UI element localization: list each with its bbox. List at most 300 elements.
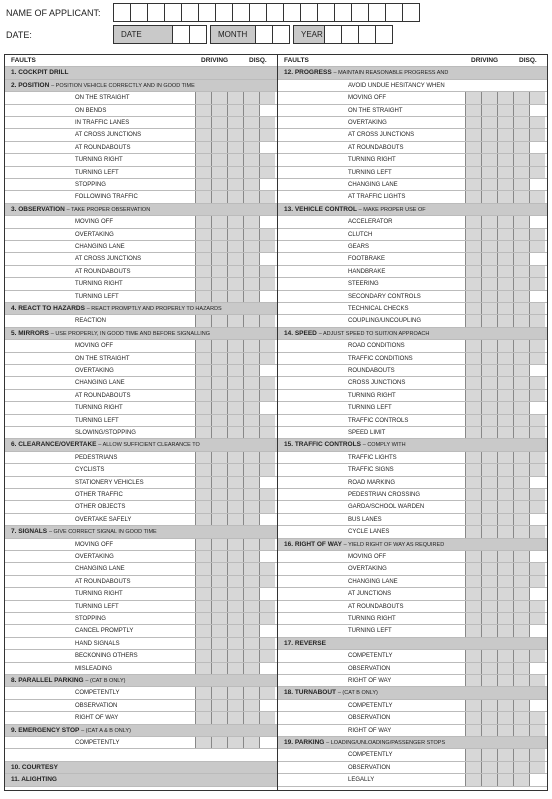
driving-tick-cell[interactable]: [227, 489, 243, 500]
driving-tick-cell[interactable]: [465, 117, 481, 128]
driving-tick-cell[interactable]: [211, 241, 227, 252]
driving-tick-cell[interactable]: [481, 700, 497, 711]
driving-tick-cell[interactable]: [211, 625, 227, 636]
driving-tick-cell[interactable]: [195, 105, 211, 116]
driving-tick-cell[interactable]: [481, 526, 497, 537]
name-box[interactable]: [351, 3, 369, 22]
driving-tick-cell[interactable]: [497, 588, 513, 599]
driving-tick-cell[interactable]: [195, 129, 211, 140]
disq-tick-cell[interactable]: [259, 489, 275, 500]
year-box[interactable]: [375, 25, 393, 44]
fault-tick-cells[interactable]: [465, 229, 545, 240]
fault-tick-cells[interactable]: [465, 427, 545, 438]
driving-tick-cell[interactable]: [513, 179, 529, 190]
fault-tick-cells[interactable]: [195, 253, 275, 264]
driving-tick-cell[interactable]: [465, 266, 481, 277]
disq-tick-cell[interactable]: [529, 749, 545, 760]
driving-tick-cell[interactable]: [465, 154, 481, 165]
fault-tick-cells[interactable]: [195, 291, 275, 302]
driving-tick-cell[interactable]: [513, 154, 529, 165]
driving-tick-cell[interactable]: [513, 340, 529, 351]
disq-tick-cell[interactable]: [259, 278, 275, 289]
driving-tick-cell[interactable]: [211, 253, 227, 264]
driving-tick-cell[interactable]: [465, 291, 481, 302]
driving-tick-cell[interactable]: [481, 191, 497, 202]
driving-tick-cell[interactable]: [243, 737, 259, 748]
disq-tick-cell[interactable]: [529, 464, 545, 475]
driving-tick-cell[interactable]: [211, 415, 227, 426]
fault-tick-cells[interactable]: [195, 154, 275, 165]
driving-tick-cell[interactable]: [243, 340, 259, 351]
driving-tick-cell[interactable]: [243, 663, 259, 674]
driving-tick-cell[interactable]: [227, 415, 243, 426]
driving-tick-cell[interactable]: [465, 452, 481, 463]
driving-tick-cell[interactable]: [513, 625, 529, 636]
driving-tick-cell[interactable]: [227, 340, 243, 351]
driving-tick-cell[interactable]: [465, 712, 481, 723]
driving-tick-cell[interactable]: [481, 142, 497, 153]
driving-tick-cell[interactable]: [227, 229, 243, 240]
driving-tick-cell[interactable]: [195, 377, 211, 388]
driving-tick-cell[interactable]: [243, 700, 259, 711]
fault-tick-cells[interactable]: [195, 477, 275, 488]
name-box[interactable]: [215, 3, 233, 22]
driving-tick-cell[interactable]: [481, 117, 497, 128]
driving-tick-cell[interactable]: [243, 142, 259, 153]
driving-tick-cell[interactable]: [195, 278, 211, 289]
driving-tick-cell[interactable]: [211, 167, 227, 178]
disq-tick-cell[interactable]: [259, 464, 275, 475]
disq-tick-cell[interactable]: [259, 241, 275, 252]
disq-tick-cell[interactable]: [259, 477, 275, 488]
driving-tick-cell[interactable]: [243, 514, 259, 525]
driving-tick-cell[interactable]: [497, 291, 513, 302]
disq-tick-cell[interactable]: [529, 402, 545, 413]
fault-tick-cells[interactable]: [195, 377, 275, 388]
driving-tick-cell[interactable]: [481, 762, 497, 773]
driving-tick-cell[interactable]: [497, 365, 513, 376]
driving-tick-cell[interactable]: [243, 464, 259, 475]
driving-tick-cell[interactable]: [481, 241, 497, 252]
driving-tick-cell[interactable]: [227, 625, 243, 636]
driving-tick-cell[interactable]: [211, 278, 227, 289]
driving-tick-cell[interactable]: [465, 613, 481, 624]
driving-tick-cell[interactable]: [211, 601, 227, 612]
fault-tick-cells[interactable]: [465, 774, 545, 785]
driving-tick-cell[interactable]: [481, 464, 497, 475]
disq-tick-cell[interactable]: [259, 539, 275, 550]
fault-tick-cells[interactable]: [195, 700, 275, 711]
disq-tick-cell[interactable]: [529, 477, 545, 488]
driving-tick-cell[interactable]: [227, 353, 243, 364]
driving-tick-cell[interactable]: [243, 241, 259, 252]
driving-tick-cell[interactable]: [497, 216, 513, 227]
disq-tick-cell[interactable]: [529, 117, 545, 128]
driving-tick-cell[interactable]: [211, 687, 227, 698]
disq-tick-cell[interactable]: [529, 489, 545, 500]
disq-tick-cell[interactable]: [529, 129, 545, 140]
driving-tick-cell[interactable]: [497, 576, 513, 587]
driving-tick-cell[interactable]: [481, 563, 497, 574]
disq-tick-cell[interactable]: [259, 266, 275, 277]
driving-tick-cell[interactable]: [195, 390, 211, 401]
driving-tick-cell[interactable]: [465, 415, 481, 426]
driving-tick-cell[interactable]: [465, 774, 481, 785]
driving-tick-cell[interactable]: [513, 563, 529, 574]
driving-tick-cell[interactable]: [513, 365, 529, 376]
driving-tick-cell[interactable]: [227, 427, 243, 438]
driving-tick-cell[interactable]: [513, 675, 529, 686]
driving-tick-cell[interactable]: [497, 464, 513, 475]
driving-tick-cell[interactable]: [195, 650, 211, 661]
name-box[interactable]: [368, 3, 386, 22]
disq-tick-cell[interactable]: [259, 390, 275, 401]
driving-tick-cell[interactable]: [243, 415, 259, 426]
driving-tick-cell[interactable]: [243, 216, 259, 227]
driving-tick-cell[interactable]: [513, 216, 529, 227]
driving-tick-cell[interactable]: [227, 105, 243, 116]
driving-tick-cell[interactable]: [497, 601, 513, 612]
driving-tick-cell[interactable]: [497, 613, 513, 624]
driving-tick-cell[interactable]: [481, 278, 497, 289]
driving-tick-cell[interactable]: [481, 402, 497, 413]
driving-tick-cell[interactable]: [513, 663, 529, 674]
driving-tick-cell[interactable]: [211, 588, 227, 599]
driving-tick-cell[interactable]: [195, 229, 211, 240]
fault-tick-cells[interactable]: [465, 266, 545, 277]
driving-tick-cell[interactable]: [481, 477, 497, 488]
driving-tick-cell[interactable]: [243, 563, 259, 574]
driving-tick-cell[interactable]: [227, 266, 243, 277]
driving-tick-cell[interactable]: [497, 129, 513, 140]
driving-tick-cell[interactable]: [243, 613, 259, 624]
disq-tick-cell[interactable]: [529, 588, 545, 599]
driving-tick-cell[interactable]: [513, 576, 529, 587]
fault-tick-cells[interactable]: [195, 105, 275, 116]
disq-tick-cell[interactable]: [259, 154, 275, 165]
driving-tick-cell[interactable]: [227, 179, 243, 190]
driving-tick-cell[interactable]: [227, 650, 243, 661]
disq-tick-cell[interactable]: [529, 551, 545, 562]
driving-tick-cell[interactable]: [465, 142, 481, 153]
driving-tick-cell[interactable]: [227, 92, 243, 103]
driving-tick-cell[interactable]: [211, 229, 227, 240]
disq-tick-cell[interactable]: [529, 712, 545, 723]
driving-tick-cell[interactable]: [465, 377, 481, 388]
disq-tick-cell[interactable]: [529, 229, 545, 240]
driving-tick-cell[interactable]: [513, 105, 529, 116]
fault-tick-cells[interactable]: [465, 377, 545, 388]
disq-tick-cell[interactable]: [259, 291, 275, 302]
disq-tick-cell[interactable]: [529, 452, 545, 463]
driving-tick-cell[interactable]: [211, 315, 227, 326]
driving-tick-cell[interactable]: [481, 489, 497, 500]
driving-tick-cell[interactable]: [227, 712, 243, 723]
driving-tick-cell[interactable]: [465, 216, 481, 227]
fault-tick-cells[interactable]: [465, 241, 545, 252]
driving-tick-cell[interactable]: [481, 390, 497, 401]
driving-tick-cell[interactable]: [497, 501, 513, 512]
driving-tick-cell[interactable]: [243, 588, 259, 599]
driving-tick-cell[interactable]: [227, 576, 243, 587]
fault-tick-cells[interactable]: [465, 365, 545, 376]
driving-tick-cell[interactable]: [481, 427, 497, 438]
driving-tick-cell[interactable]: [481, 712, 497, 723]
driving-tick-cell[interactable]: [465, 365, 481, 376]
driving-tick-cell[interactable]: [243, 625, 259, 636]
driving-tick-cell[interactable]: [513, 514, 529, 525]
driving-tick-cell[interactable]: [211, 353, 227, 364]
driving-tick-cell[interactable]: [227, 663, 243, 674]
disq-tick-cell[interactable]: [529, 725, 545, 736]
name-box[interactable]: [402, 3, 420, 22]
name-box[interactable]: [130, 3, 148, 22]
driving-tick-cell[interactable]: [195, 625, 211, 636]
fault-tick-cells[interactable]: [465, 291, 545, 302]
driving-tick-cell[interactable]: [195, 551, 211, 562]
driving-tick-cell[interactable]: [243, 687, 259, 698]
driving-tick-cell[interactable]: [497, 340, 513, 351]
driving-tick-cell[interactable]: [513, 501, 529, 512]
day-box[interactable]: [172, 25, 190, 44]
driving-tick-cell[interactable]: [481, 315, 497, 326]
driving-tick-cell[interactable]: [513, 464, 529, 475]
fault-tick-cells[interactable]: [195, 452, 275, 463]
disq-tick-cell[interactable]: [259, 402, 275, 413]
driving-tick-cell[interactable]: [513, 613, 529, 624]
driving-tick-cell[interactable]: [211, 539, 227, 550]
disq-tick-cell[interactable]: [259, 191, 275, 202]
driving-tick-cell[interactable]: [465, 340, 481, 351]
driving-tick-cell[interactable]: [465, 315, 481, 326]
fault-tick-cells[interactable]: [195, 167, 275, 178]
driving-tick-cell[interactable]: [227, 551, 243, 562]
fault-tick-cells[interactable]: [465, 191, 545, 202]
year-box[interactable]: [341, 25, 359, 44]
fault-tick-cells[interactable]: [195, 142, 275, 153]
driving-tick-cell[interactable]: [243, 253, 259, 264]
driving-tick-cell[interactable]: [211, 154, 227, 165]
driving-tick-cell[interactable]: [513, 712, 529, 723]
applicant-name-boxes[interactable]: [114, 3, 420, 22]
month-box[interactable]: [255, 25, 273, 44]
driving-tick-cell[interactable]: [243, 712, 259, 723]
driving-tick-cell[interactable]: [497, 179, 513, 190]
driving-tick-cell[interactable]: [497, 241, 513, 252]
disq-tick-cell[interactable]: [259, 501, 275, 512]
driving-tick-cell[interactable]: [481, 675, 497, 686]
disq-tick-cell[interactable]: [529, 353, 545, 364]
driving-tick-cell[interactable]: [465, 402, 481, 413]
fault-tick-cells[interactable]: [195, 365, 275, 376]
fault-tick-cells[interactable]: [465, 501, 545, 512]
driving-tick-cell[interactable]: [211, 613, 227, 624]
disq-tick-cell[interactable]: [259, 650, 275, 661]
driving-tick-cell[interactable]: [227, 601, 243, 612]
fault-tick-cells[interactable]: [195, 117, 275, 128]
driving-tick-cell[interactable]: [497, 117, 513, 128]
name-box[interactable]: [266, 3, 284, 22]
driving-tick-cell[interactable]: [195, 415, 211, 426]
fault-tick-cells[interactable]: [195, 576, 275, 587]
driving-tick-cell[interactable]: [195, 539, 211, 550]
fault-tick-cells[interactable]: [465, 725, 545, 736]
fault-tick-cells[interactable]: [465, 105, 545, 116]
disq-tick-cell[interactable]: [529, 390, 545, 401]
disq-tick-cell[interactable]: [529, 278, 545, 289]
driving-tick-cell[interactable]: [211, 117, 227, 128]
driving-tick-cell[interactable]: [211, 501, 227, 512]
fault-tick-cells[interactable]: [465, 415, 545, 426]
name-box[interactable]: [164, 3, 182, 22]
driving-tick-cell[interactable]: [481, 650, 497, 661]
driving-tick-cell[interactable]: [243, 452, 259, 463]
driving-tick-cell[interactable]: [481, 229, 497, 240]
fault-tick-cells[interactable]: [465, 563, 545, 574]
driving-tick-cell[interactable]: [513, 650, 529, 661]
disq-tick-cell[interactable]: [259, 514, 275, 525]
driving-tick-cell[interactable]: [465, 303, 481, 314]
driving-tick-cell[interactable]: [211, 340, 227, 351]
driving-tick-cell[interactable]: [481, 601, 497, 612]
driving-tick-cell[interactable]: [497, 402, 513, 413]
driving-tick-cell[interactable]: [513, 191, 529, 202]
fault-tick-cells[interactable]: [465, 749, 545, 760]
disq-tick-cell[interactable]: [259, 551, 275, 562]
driving-tick-cell[interactable]: [513, 551, 529, 562]
driving-tick-cell[interactable]: [211, 712, 227, 723]
driving-tick-cell[interactable]: [497, 390, 513, 401]
driving-tick-cell[interactable]: [497, 563, 513, 574]
driving-tick-cell[interactable]: [481, 663, 497, 674]
driving-tick-cell[interactable]: [227, 501, 243, 512]
driving-tick-cell[interactable]: [513, 415, 529, 426]
driving-tick-cell[interactable]: [465, 650, 481, 661]
driving-tick-cell[interactable]: [481, 749, 497, 760]
driving-tick-cell[interactable]: [195, 154, 211, 165]
disq-tick-cell[interactable]: [529, 92, 545, 103]
driving-tick-cell[interactable]: [195, 365, 211, 376]
driving-tick-cell[interactable]: [465, 489, 481, 500]
driving-tick-cell[interactable]: [243, 154, 259, 165]
driving-tick-cell[interactable]: [497, 167, 513, 178]
driving-tick-cell[interactable]: [513, 588, 529, 599]
driving-tick-cell[interactable]: [195, 291, 211, 302]
driving-tick-cell[interactable]: [227, 464, 243, 475]
driving-tick-cell[interactable]: [497, 551, 513, 562]
driving-tick-cell[interactable]: [497, 191, 513, 202]
driving-tick-cell[interactable]: [481, 377, 497, 388]
driving-tick-cell[interactable]: [513, 601, 529, 612]
fault-tick-cells[interactable]: [195, 613, 275, 624]
driving-tick-cell[interactable]: [195, 489, 211, 500]
fault-tick-cells[interactable]: [195, 229, 275, 240]
fault-tick-cells[interactable]: [465, 129, 545, 140]
driving-tick-cell[interactable]: [211, 216, 227, 227]
driving-tick-cell[interactable]: [497, 92, 513, 103]
fault-tick-cells[interactable]: [195, 539, 275, 550]
driving-tick-cell[interactable]: [497, 142, 513, 153]
driving-tick-cell[interactable]: [243, 278, 259, 289]
disq-tick-cell[interactable]: [529, 563, 545, 574]
disq-tick-cell[interactable]: [259, 167, 275, 178]
driving-tick-cell[interactable]: [513, 303, 529, 314]
driving-tick-cell[interactable]: [465, 191, 481, 202]
driving-tick-cell[interactable]: [481, 340, 497, 351]
driving-tick-cell[interactable]: [227, 563, 243, 574]
fault-tick-cells[interactable]: [465, 253, 545, 264]
driving-tick-cell[interactable]: [465, 762, 481, 773]
driving-tick-cell[interactable]: [497, 377, 513, 388]
name-box[interactable]: [198, 3, 216, 22]
fault-tick-cells[interactable]: [465, 278, 545, 289]
driving-tick-cell[interactable]: [243, 92, 259, 103]
fault-tick-cells[interactable]: [465, 489, 545, 500]
driving-tick-cell[interactable]: [513, 402, 529, 413]
driving-tick-cell[interactable]: [481, 501, 497, 512]
driving-tick-cell[interactable]: [513, 167, 529, 178]
driving-tick-cell[interactable]: [211, 191, 227, 202]
driving-tick-cell[interactable]: [481, 179, 497, 190]
driving-tick-cell[interactable]: [465, 477, 481, 488]
fault-tick-cells[interactable]: [465, 142, 545, 153]
driving-tick-cell[interactable]: [211, 142, 227, 153]
driving-tick-cell[interactable]: [497, 675, 513, 686]
driving-tick-cell[interactable]: [465, 105, 481, 116]
fault-tick-cells[interactable]: [195, 390, 275, 401]
name-box[interactable]: [181, 3, 199, 22]
driving-tick-cell[interactable]: [497, 229, 513, 240]
disq-tick-cell[interactable]: [529, 675, 545, 686]
disq-tick-cell[interactable]: [529, 501, 545, 512]
driving-tick-cell[interactable]: [481, 303, 497, 314]
driving-tick-cell[interactable]: [227, 216, 243, 227]
driving-tick-cell[interactable]: [481, 576, 497, 587]
fault-tick-cells[interactable]: [465, 551, 545, 562]
driving-tick-cell[interactable]: [465, 464, 481, 475]
driving-tick-cell[interactable]: [227, 291, 243, 302]
driving-tick-cell[interactable]: [211, 563, 227, 574]
driving-tick-cell[interactable]: [465, 749, 481, 760]
fault-tick-cells[interactable]: [195, 737, 275, 748]
driving-tick-cell[interactable]: [465, 353, 481, 364]
fault-tick-cells[interactable]: [195, 588, 275, 599]
fault-tick-cells[interactable]: [195, 489, 275, 500]
disq-tick-cell[interactable]: [259, 117, 275, 128]
driving-tick-cell[interactable]: [243, 191, 259, 202]
driving-tick-cell[interactable]: [243, 501, 259, 512]
disq-tick-cell[interactable]: [259, 613, 275, 624]
disq-tick-cell[interactable]: [259, 663, 275, 674]
driving-tick-cell[interactable]: [513, 452, 529, 463]
driving-tick-cell[interactable]: [195, 737, 211, 748]
fault-tick-cells[interactable]: [195, 278, 275, 289]
driving-tick-cell[interactable]: [195, 464, 211, 475]
driving-tick-cell[interactable]: [227, 700, 243, 711]
fault-tick-cells[interactable]: [195, 315, 275, 326]
driving-tick-cell[interactable]: [195, 700, 211, 711]
driving-tick-cell[interactable]: [465, 278, 481, 289]
driving-tick-cell[interactable]: [481, 774, 497, 785]
fault-tick-cells[interactable]: [465, 464, 545, 475]
driving-tick-cell[interactable]: [211, 650, 227, 661]
driving-tick-cell[interactable]: [465, 92, 481, 103]
date-boxes[interactable]: [114, 25, 393, 44]
disq-tick-cell[interactable]: [529, 774, 545, 785]
fault-tick-cells[interactable]: [195, 501, 275, 512]
driving-tick-cell[interactable]: [211, 514, 227, 525]
disq-tick-cell[interactable]: [529, 427, 545, 438]
